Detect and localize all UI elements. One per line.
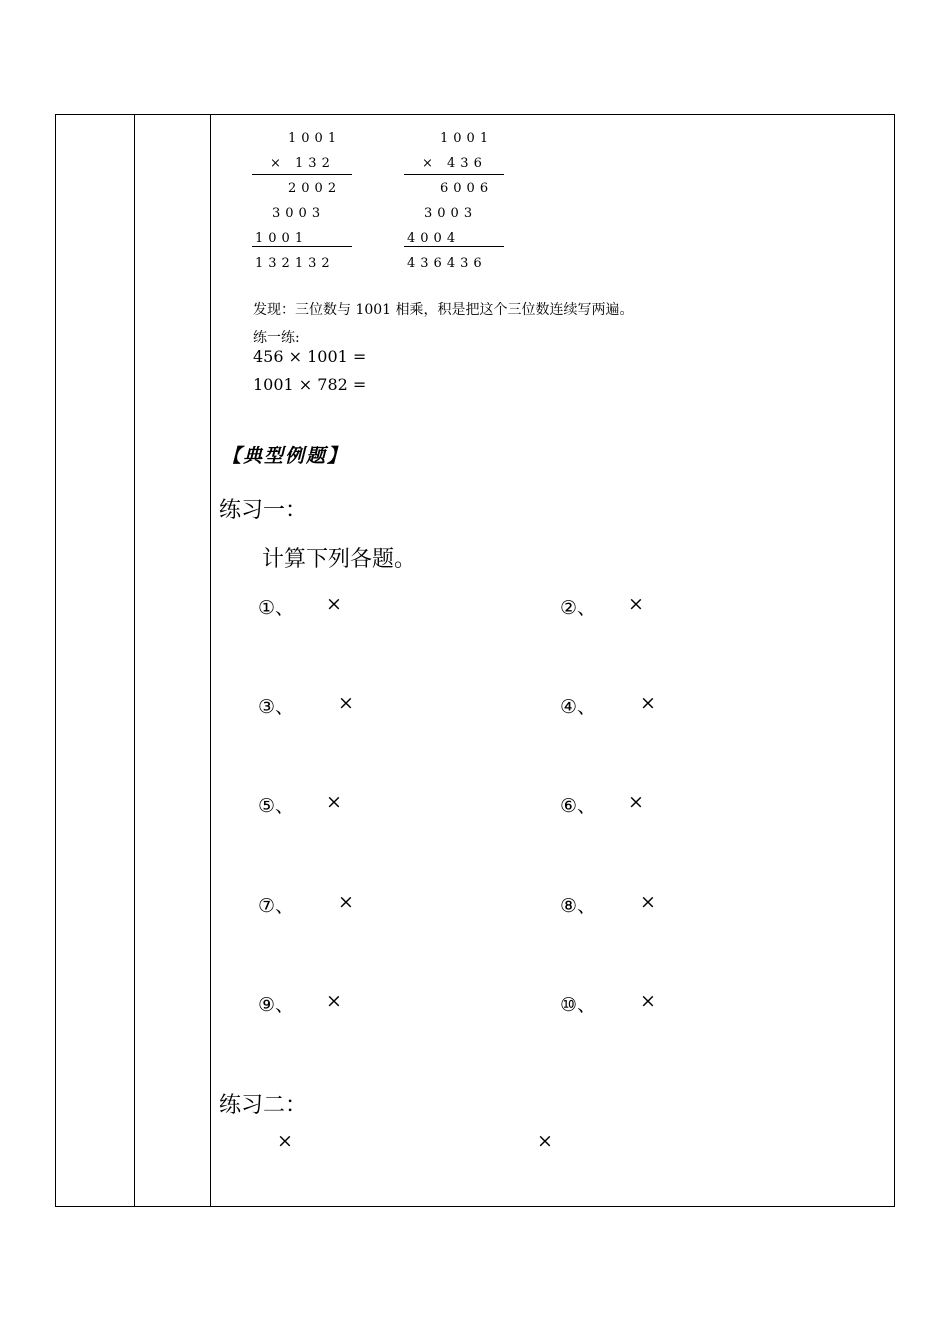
multiply-sign: × [277,1130,293,1152]
exercise-item-number: ③、 [258,696,295,718]
exercise-item-number: ⑨、 [258,994,295,1016]
practice-label: 练一练: [253,330,300,346]
practice-line: 456 × 1001 = [253,347,367,366]
exercise-item-number: ⑩、 [560,994,597,1016]
multiply-sign: × [326,990,342,1012]
exercise1-instruction: 计算下列各题。 [262,547,417,572]
calc1-row5: 1001 [255,231,309,246]
section-heading: 【典型例题】 [222,445,349,467]
exercise-item-number: ①、 [258,597,295,619]
calc1-result: 132132 [255,256,335,271]
column-divider [134,115,135,1206]
exercise-item-number: ⑥、 [560,795,597,817]
exercise-item-number: ②、 [560,597,597,619]
calc2-underline [404,174,504,175]
calc2-row5: 4004 [407,231,461,246]
calc2-result: 436436 [407,256,487,271]
worksheet-table [55,114,895,1207]
discovery-text: 发现：三位数与 1001 相乘，积是把这个三位数连续写两遍。 [253,302,634,318]
multiply-sign: × [326,593,342,615]
exercise-item-number: ⑧、 [560,895,597,917]
multiply-sign: × [537,1130,553,1152]
calc2-underline [404,246,504,247]
calc1-row3: 2002 [288,181,342,196]
calc2-row1: 1001 [440,131,494,146]
multiply-sign: × [338,692,354,714]
multiply-sign: × [628,791,644,813]
multiply-sign: × [640,891,656,913]
calc2-row3: 6006 [440,181,494,196]
exercise2-title: 练习二： [219,1093,308,1118]
exercise1-title: 练习一： [219,498,308,523]
multiply-sign: × [628,593,644,615]
calc1-row4: 3003 [272,206,326,221]
multiply-sign: × [640,692,656,714]
multiply-sign: × [326,791,342,813]
practice-line: 1001 × 782 = [253,375,367,394]
exercise-item-number: ⑤、 [258,795,295,817]
calc1-row1: 1001 [288,131,342,146]
multiply-sign: × [640,990,656,1012]
calc2-row4: 3003 [424,206,478,221]
calc2-row2: × 436 [422,156,487,171]
exercise-item-number: ④、 [560,696,597,718]
calc1-underline [252,174,352,175]
multiply-sign: × [338,891,354,913]
calc1-underline [252,246,352,247]
column-divider [210,115,211,1206]
calc1-row2: × 132 [270,156,335,171]
exercise-item-number: ⑦、 [258,895,295,917]
